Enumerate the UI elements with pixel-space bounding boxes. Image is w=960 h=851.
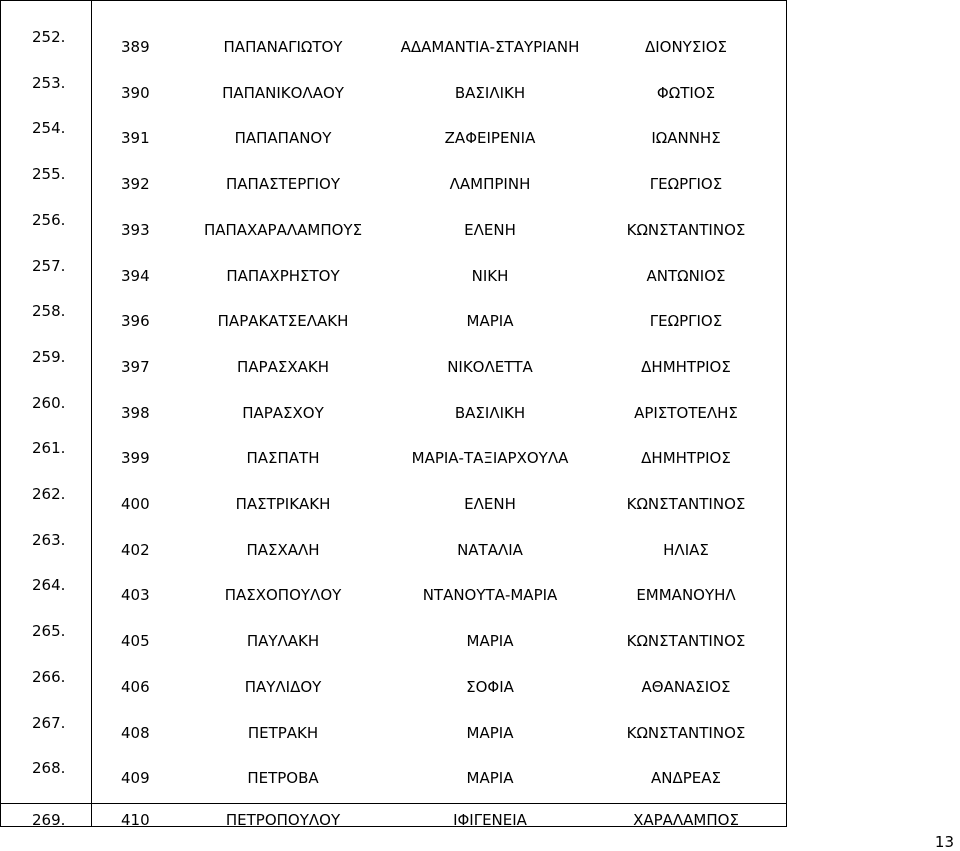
row-index: 264. bbox=[32, 576, 66, 595]
row-index: 253. bbox=[32, 73, 66, 92]
registration-number: 396 bbox=[121, 312, 150, 331]
surname: ΠΑΣΤΡΙΚΑΚΗ bbox=[235, 495, 331, 513]
row-index: 268. bbox=[32, 759, 66, 778]
registration-number: 389 bbox=[121, 38, 150, 56]
row-index: 256. bbox=[32, 210, 66, 229]
registration-number: 406 bbox=[121, 677, 150, 696]
first-name: ΕΛΕΝΗ bbox=[464, 495, 516, 513]
registration-number: 408 bbox=[121, 723, 150, 742]
first-name: ΜΑΡΙΑ bbox=[466, 723, 514, 742]
father-name: ΚΩΝΣΤΑΝΤΙΝΟΣ bbox=[626, 220, 746, 239]
row-index: 263. bbox=[32, 530, 66, 549]
first-name: ΑΔΑΜΑΝΤΙΑ-ΣΤΑΥΡΙΑΝΗ bbox=[400, 38, 580, 56]
table-row bbox=[0, 801, 787, 847]
father-name: ΙΩΑΝΝΗΣ bbox=[651, 129, 721, 148]
registration-number: 400 bbox=[121, 495, 150, 513]
father-name: ΑΝΔΡΕΑΣ bbox=[650, 769, 722, 788]
surname: ΠΑΡΑΣΧΟΥ bbox=[242, 403, 324, 422]
father-name: ΓΕΩΡΓΙΟΣ bbox=[649, 175, 723, 194]
surname: ΠΑΠΑΣΤΕΡΓΙΟΥ bbox=[226, 175, 340, 194]
row-index: 258. bbox=[32, 302, 66, 321]
father-name: ΕΜΜΑΝΟΥΗΛ bbox=[636, 586, 736, 605]
registration-number: 403 bbox=[121, 586, 150, 605]
first-name: ΕΛΕΝΗ bbox=[464, 220, 516, 239]
surname: ΠΑΠΑΧΑΡΑΛΑΜΠΟΥΣ bbox=[203, 220, 363, 239]
table-row bbox=[0, 46, 787, 102]
registration-number: 398 bbox=[121, 403, 150, 422]
table-row bbox=[0, 686, 787, 742]
father-name: ΓΕΩΡΓΙΟΣ bbox=[649, 312, 723, 331]
registration-number: 394 bbox=[121, 266, 150, 285]
first-name: ΜΑΡΙΑ bbox=[466, 769, 514, 788]
registration-number: 410 bbox=[121, 811, 150, 829]
table-row bbox=[0, 731, 787, 788]
table-row bbox=[0, 320, 787, 376]
surname: ΠΕΤΡΟΒΑ bbox=[247, 769, 319, 788]
father-name: ΑΘΑΝΑΣΙΟΣ bbox=[641, 677, 731, 696]
first-name: ΝΙΚΟΛΕΤΤΑ bbox=[447, 357, 533, 376]
father-name: ΑΝΤΩΝΙΟΣ bbox=[646, 266, 726, 285]
father-name: ΚΩΝΣΤΑΝΤΙΝΟΣ bbox=[626, 495, 746, 513]
first-name: ΙΦΙΓΕΝΕΙΑ bbox=[453, 811, 527, 829]
surname: ΠΑΡΑΣΧΑΚΗ bbox=[237, 357, 329, 376]
father-name: ΗΛΙΑΣ bbox=[663, 540, 709, 559]
row-index: 266. bbox=[32, 667, 66, 686]
surname: ΠΑΣΠΑΤΗ bbox=[246, 449, 320, 468]
table-row bbox=[0, 137, 787, 194]
table-row bbox=[0, 594, 787, 651]
table-row bbox=[0, 0, 787, 56]
first-name: ΝΙΚΗ bbox=[471, 266, 509, 285]
surname: ΠΑΠΑΝΙΚΟΛΑΟΥ bbox=[222, 83, 344, 102]
registration-number: 402 bbox=[121, 540, 150, 559]
surname: ΠΑΡΑΚΑΤΣΕΛΑΚΗ bbox=[217, 312, 349, 331]
registration-number: 390 bbox=[121, 83, 150, 102]
surname: ΠΑΠΑΧΡΗΣΤΟΥ bbox=[226, 266, 340, 285]
registration-number: 409 bbox=[121, 769, 150, 788]
table-row bbox=[0, 366, 787, 422]
surname: ΠΑΣΧΑΛΗ bbox=[246, 540, 320, 559]
registration-number: 392 bbox=[121, 175, 150, 194]
table-row bbox=[0, 183, 787, 239]
table-row bbox=[0, 411, 787, 468]
father-name: ΧΑΡΑΛΑΜΠΟΣ bbox=[633, 811, 739, 829]
row-index: 259. bbox=[32, 347, 66, 366]
father-name: ΔΙΟΝΥΣΙΟΣ bbox=[644, 38, 728, 56]
row-index: 255. bbox=[32, 165, 66, 184]
first-name: ΜΑΡΙΑ-ΤΑΞΙΑΡΧΟΥΛΑ bbox=[411, 449, 569, 468]
father-name: ΚΩΝΣΤΑΝΤΙΝΟΣ bbox=[626, 723, 746, 742]
father-name: ΑΡΙΣΤΟΤΕΛΗΣ bbox=[634, 403, 738, 422]
first-name: ΖΑΦΕΙΡΕΝΙΑ bbox=[444, 129, 536, 148]
row-index: 267. bbox=[32, 713, 66, 732]
registration-number: 393 bbox=[121, 220, 150, 239]
first-name: ΝΤΑΝΟΥΤΑ-ΜΑΡΙΑ bbox=[422, 586, 558, 605]
first-name: ΒΑΣΙΛΙΚΗ bbox=[454, 83, 526, 102]
surname: ΠΑΥΛΙΔΟΥ bbox=[244, 677, 322, 696]
first-name: ΝΑΤΑΛΙΑ bbox=[457, 540, 523, 559]
first-name: ΣΟΦΙΑ bbox=[466, 677, 514, 696]
table-row bbox=[0, 274, 787, 331]
row-index: 269. bbox=[32, 811, 66, 829]
father-name: ΔΗΜΗΤΡΙΟΣ bbox=[641, 357, 731, 376]
row-index: 261. bbox=[32, 439, 66, 458]
table-row bbox=[0, 548, 787, 605]
surname: ΠΕΤΡΟΠΟΥΛΟΥ bbox=[225, 811, 341, 829]
row-index: 265. bbox=[32, 622, 66, 641]
registration-number: 397 bbox=[121, 357, 150, 376]
row-index: 262. bbox=[32, 485, 66, 503]
surname: ΠΑΣΧΟΠΟΥΛΟΥ bbox=[224, 586, 342, 605]
registration-number: 399 bbox=[121, 449, 150, 468]
row-index: 257. bbox=[32, 256, 66, 275]
row-index: 260. bbox=[32, 393, 66, 412]
first-name: ΒΑΣΙΛΙΚΗ bbox=[454, 403, 526, 422]
table-row bbox=[0, 91, 787, 148]
first-name: ΜΑΡΙΑ bbox=[466, 632, 514, 651]
table-row bbox=[0, 640, 787, 696]
table-row bbox=[0, 229, 787, 285]
first-name: ΜΑΡΙΑ bbox=[466, 312, 514, 331]
row-index: 254. bbox=[32, 119, 66, 138]
table-row bbox=[0, 457, 787, 513]
first-name: ΛΑΜΠΡΙΝΗ bbox=[449, 175, 531, 194]
father-name: ΦΩΤΙΟΣ bbox=[656, 83, 716, 102]
registration-number: 405 bbox=[121, 632, 150, 651]
surname: ΠΑΠΑΝΑΓΙΩΤΟΥ bbox=[223, 38, 343, 56]
surname: ΠΑΠΑΠΑΝΟΥ bbox=[234, 129, 332, 148]
table-row bbox=[0, 503, 787, 559]
registration-number: 391 bbox=[121, 129, 150, 148]
father-name: ΔΗΜΗΤΡΙΟΣ bbox=[641, 449, 731, 468]
page-number: 13 bbox=[934, 833, 954, 851]
row-index: 252. bbox=[32, 28, 66, 46]
father-name: ΚΩΝΣΤΑΝΤΙΝΟΣ bbox=[626, 632, 746, 651]
surname: ΠΑΥΛΑΚΗ bbox=[246, 632, 320, 651]
surname: ΠΕΤΡΑΚΗ bbox=[247, 723, 319, 742]
